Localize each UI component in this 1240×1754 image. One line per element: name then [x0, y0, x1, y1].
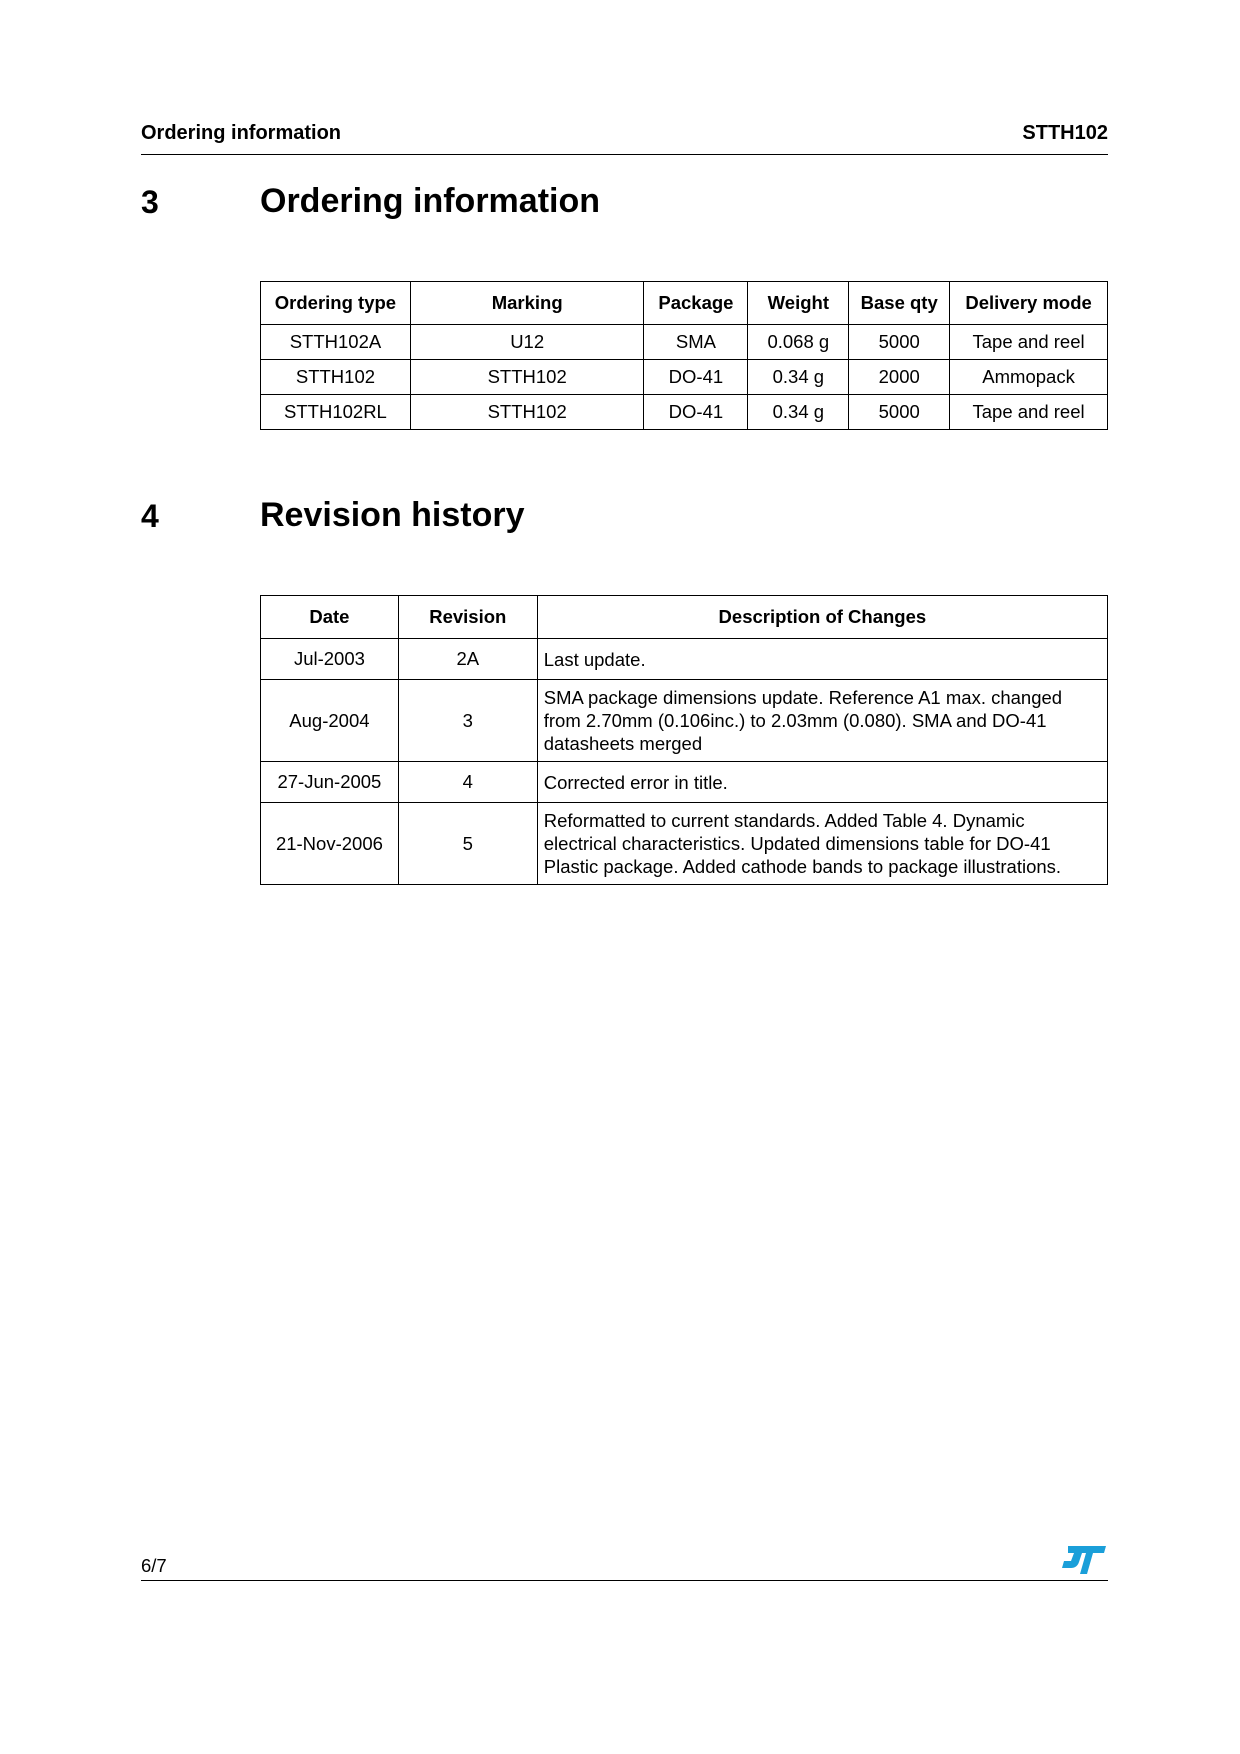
table-row: [261, 395, 1108, 430]
table-header-row: [261, 596, 1108, 639]
table-cell: Jul-2003: [261, 639, 399, 680]
table-cell: Aug-2004: [261, 680, 399, 762]
table-row: [261, 325, 1108, 360]
column-header: Delivery mode: [950, 282, 1108, 325]
table-cell: U12: [410, 325, 644, 360]
table-cell: STTH102: [410, 395, 644, 430]
table-cell: Corrected error in title.: [537, 762, 1107, 803]
table-cell: 2000: [849, 360, 950, 395]
table-cell: SMA package dimensions update. Reference A1 max. changed from 2.70mm (0.106inc.) to 2.03mm (0.080). SMA and DO-41 datasheets merged: [537, 680, 1107, 762]
section-number-ordering: 3: [141, 184, 159, 220]
ordering-table: [260, 281, 1108, 430]
table-cell: 3: [398, 680, 537, 762]
header-section-title: Ordering information: [141, 122, 341, 144]
table-cell: 21-Nov-2006: [261, 803, 399, 885]
column-header: Package: [644, 282, 748, 325]
table-cell: 0.34 g: [748, 360, 849, 395]
column-header: Weight: [748, 282, 849, 325]
revision-table: [260, 595, 1108, 885]
table-cell: SMA: [644, 325, 748, 360]
table-row: [261, 680, 1108, 762]
table-cell: Tape and reel: [950, 325, 1108, 360]
page-number: 6/7: [141, 1555, 167, 1576]
st-logo-icon: [1060, 1544, 1108, 1576]
table-cell: STTH102: [410, 360, 644, 395]
section-title-ordering: Ordering information: [260, 182, 600, 220]
header-part-number: STTH102: [1022, 122, 1108, 144]
table-row: [261, 639, 1108, 680]
table-header-row: [261, 282, 1108, 325]
table-cell: STTH102RL: [261, 395, 411, 430]
table-cell: 5: [398, 803, 537, 885]
section-number-revision: 4: [141, 498, 159, 534]
column-header: Date: [261, 596, 399, 639]
table-cell: DO-41: [644, 360, 748, 395]
page-header: [141, 120, 1108, 155]
section-title-revision: Revision history: [260, 496, 525, 534]
table-cell: 0.34 g: [748, 395, 849, 430]
table-cell: 5000: [849, 325, 950, 360]
column-header: Base qty: [849, 282, 950, 325]
table-cell: Ammopack: [950, 360, 1108, 395]
table-cell: STTH102: [261, 360, 411, 395]
column-header: Description of Changes: [537, 596, 1107, 639]
table-row: [261, 803, 1108, 885]
column-header: Ordering type: [261, 282, 411, 325]
table-cell: 2A: [398, 639, 537, 680]
table-cell: STTH102A: [261, 325, 411, 360]
table-cell: 27-Jun-2005: [261, 762, 399, 803]
table-cell: 5000: [849, 395, 950, 430]
table-cell: 0.068 g: [748, 325, 849, 360]
table-row: [261, 360, 1108, 395]
table-cell: Reformatted to current standards. Added Table 4. Dynamic electrical characteristics. Updated dimensions table for DO-41 Plastic package. Added cathode bands to package illustrations.: [537, 803, 1107, 885]
table-cell: Last update.: [537, 639, 1107, 680]
table-cell: 4: [398, 762, 537, 803]
column-header: Revision: [398, 596, 537, 639]
column-header: Marking: [410, 282, 644, 325]
table-row: [261, 762, 1108, 803]
page-footer: [141, 1540, 1108, 1581]
table-cell: Tape and reel: [950, 395, 1108, 430]
table-cell: DO-41: [644, 395, 748, 430]
